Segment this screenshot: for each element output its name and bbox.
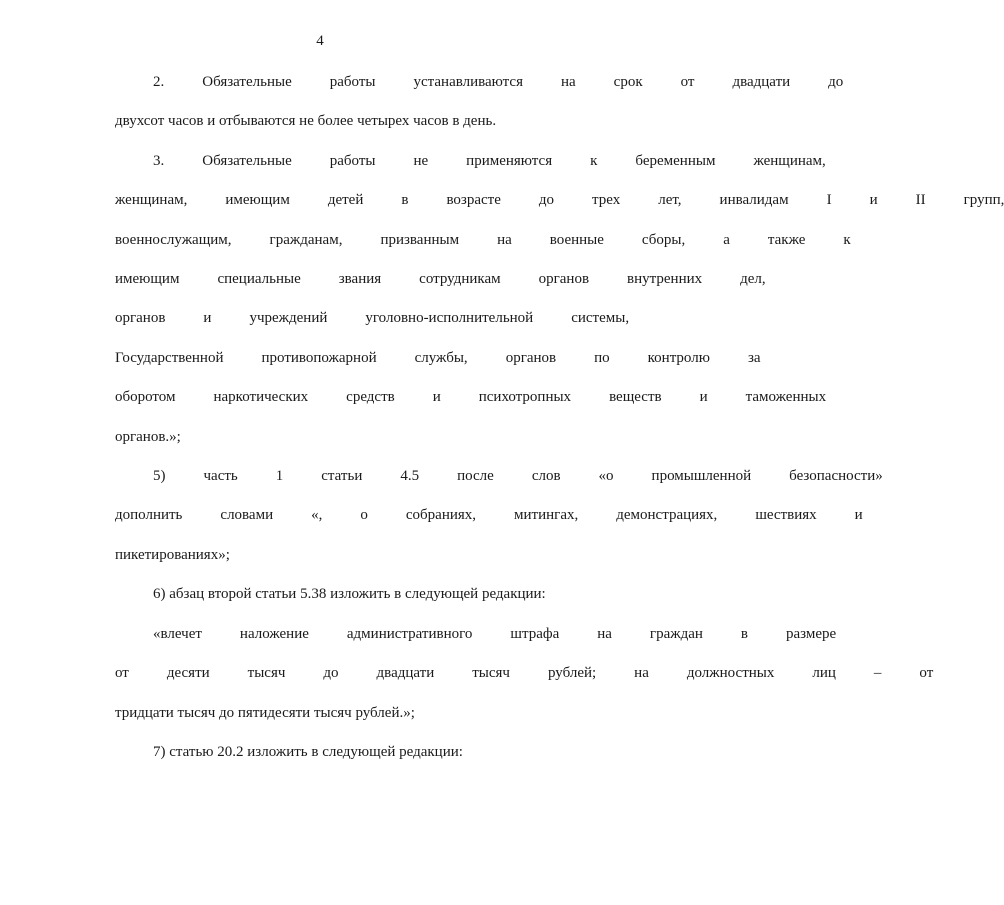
- text-line: пикетированиях»;: [115, 546, 230, 563]
- paragraph-amendment-5: [77, 457, 883, 575]
- page-number: 4: [316, 33, 324, 49]
- paragraph-item-2: [77, 63, 844, 142]
- paragraph-amendment-6: [77, 575, 563, 614]
- text-line: оборотом наркотических средств и психотропных веществ и таможенных: [115, 389, 827, 406]
- document-body: [77, 63, 1004, 772]
- text-line: тридцати тысяч до пятидесяти тысяч рублей.»;: [115, 704, 415, 721]
- text-line: 3. Обязательные работы не применяются к беременным женщинам,: [153, 152, 826, 169]
- paragraph-item-3: [77, 142, 1004, 457]
- paragraph-amendment-7: [77, 733, 563, 772]
- text-line: от десяти тысяч до двадцати тысяч рублей; на должностных лиц – от: [115, 665, 934, 682]
- text-line: органов.»;: [115, 428, 181, 445]
- text-line: 6) абзац второй статьи 5.38 изложить в следующей редакции:: [153, 586, 546, 603]
- text-line: дополнить словами «, о собраниях, митингах, демонстрациях, шествиях и: [115, 507, 863, 524]
- text-line: органов и учреждений уголовно-исполнительной системы,: [115, 310, 630, 327]
- text-line: двухсот часов и отбываются не более четырех часов в день.: [115, 113, 497, 130]
- text-line: 7) статью 20.2 изложить в следующей редакции:: [153, 743, 463, 760]
- text-line: 2. Обязательные работы устанавливаются на срок от двадцати до: [153, 74, 844, 90]
- text-line: женщинам, имеющим детей в возрасте до трех лет, инвалидам I и II групп,: [115, 192, 1004, 209]
- paragraph-quote: [77, 615, 934, 733]
- text-line: 5) часть 1 статьи 4.5 после слов «о промышленной безопасности»: [153, 468, 883, 485]
- text-line: «влечет наложение административного штрафа на граждан в размере: [153, 625, 837, 642]
- text-line: военнослужащим, гражданам, призванным на военные сборы, а также к: [115, 231, 851, 248]
- text-line: Государственной противопожарной службы, органов по контролю за: [115, 349, 761, 366]
- text-line: имеющим специальные звания сотрудникам органов внутренних дел,: [115, 271, 766, 288]
